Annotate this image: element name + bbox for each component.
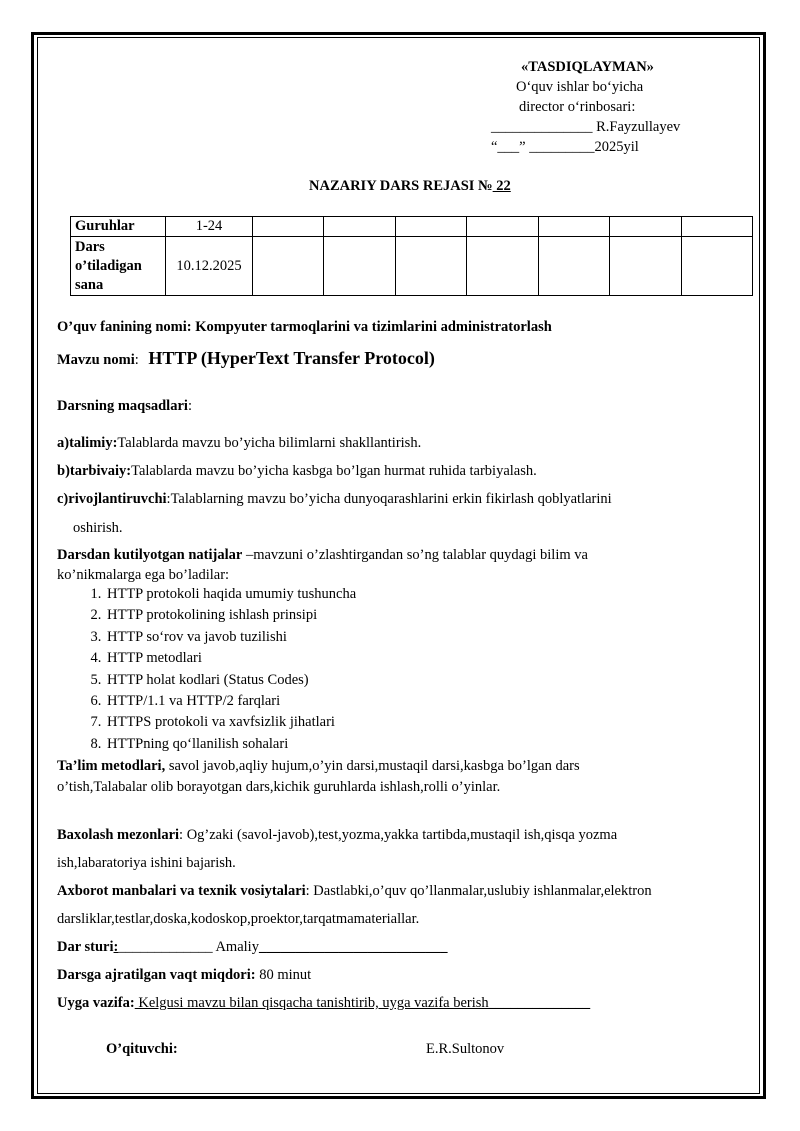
table-cell <box>395 237 466 296</box>
homework-value: Kelgusi mavzu bilan qisqacha tanishtirib, uyga vazifa berish <box>134 995 489 1011</box>
table-row <box>71 237 753 296</box>
plan-title <box>309 178 511 195</box>
goals-heading-colon: : <box>187 398 192 414</box>
goal-c-text: :Talablarning mavzu bo’yicha dunyoqarashlarini erkin fikirlash qoblyatlarini <box>166 491 612 507</box>
approval-title: «TASDIQLAYMAN» <box>521 59 654 75</box>
results-line-2: ko’nikmalarga ega bo’ladilar: <box>57 567 230 583</box>
table-cell <box>538 217 609 237</box>
list-item: 8. HTTPning qo‘llanilish sohalari <box>105 734 356 755</box>
duration-line <box>57 965 311 985</box>
teacher-label: O’qituvchi: <box>106 1041 178 1057</box>
table-cell <box>253 217 324 237</box>
lesson-date-value: 10.12.2025 <box>166 237 253 296</box>
goal-a-label: a)talimiy: <box>57 435 118 451</box>
plan-number: 22 <box>492 178 511 194</box>
homework-blank: ______________ <box>488 995 591 1011</box>
table-cell <box>610 237 681 296</box>
goal-b-label: b)tarbivaiy: <box>57 463 132 479</box>
teacher-name: E.R.Sultonov <box>426 1041 505 1057</box>
table-cell <box>538 237 609 296</box>
approval-date-line: “___” _________2025yil <box>491 139 639 155</box>
list-item: 7. HTTPS protokoli va xavfsizlik jihatlari <box>105 712 356 733</box>
table-cell <box>681 217 752 237</box>
approval-signature-line: ______________ R.Fayzullayev <box>491 119 681 135</box>
topic-value: HTTP (HyperText Transfer Protocol) <box>148 348 435 368</box>
lesson-type-colon: : <box>113 939 119 955</box>
goals-heading-label: Darsning maqsadlari <box>57 398 188 414</box>
results-line-1 <box>57 545 588 565</box>
list-item: 6. HTTP/1.1 va HTTP/2 farqlari <box>105 691 356 712</box>
topic-colon: : <box>134 352 139 368</box>
goal-b <box>57 461 537 481</box>
results-text-1: –mavzuni o’zlashtirgandan so’ng talablar quydagi bilim va <box>242 547 588 563</box>
topic-label: Mavzu nomi <box>57 352 135 368</box>
lesson-date-label-line: o’tiladigan <box>75 257 142 274</box>
table-cell <box>324 217 395 237</box>
topic-line <box>57 346 435 372</box>
sources-line-2: darsliklar,testlar,doska,kodoskop,proektor,tarqatmamateriallar. <box>57 911 420 927</box>
table-cell <box>324 237 395 296</box>
sources-text-1: : Dastlabki,o’quv qo’llanmalar,uslubiy ishlanmalar,elektron <box>305 883 652 899</box>
duration-value: 80 minut <box>255 967 312 983</box>
sources-label: Axborot manbalari va texnik vosiytalari <box>57 883 306 899</box>
groups-label: Guruhlar <box>71 217 166 237</box>
approval-line-1: O‘quv ishlar bo‘yicha <box>516 79 644 95</box>
approval-line-2: director o‘rinbosari: <box>519 99 636 115</box>
goal-a <box>57 433 421 453</box>
groups-table <box>70 216 753 296</box>
lesson-date-label <box>71 237 166 296</box>
methods-label: Ta’lim metodlari, <box>57 758 166 774</box>
goals-heading <box>57 396 192 416</box>
methods-text-1: savol javob,aqliy hujum,o’yin darsi,mustaqil darsi,kasbga bo’lgan dars <box>165 758 580 774</box>
homework-label: Uyga vazifa: <box>57 995 135 1011</box>
results-list <box>57 584 356 755</box>
lesson-type-line <box>57 937 447 957</box>
list-item: 3. HTTP so‘rov va javob tuzilishi <box>105 627 356 648</box>
list-item: 2. HTTP protokolining ishlash prinsipi <box>105 605 356 626</box>
table-cell <box>467 217 538 237</box>
goal-a-text: Talablarda mavzu bo’yicha bilimlarni shakllantirish. <box>117 435 422 451</box>
goal-c <box>57 489 612 509</box>
lesson-date-label-line: sana <box>75 276 104 293</box>
assessment-text-1: : Og’zaki (savol-javob),test,yozma,yakka tartibda,mustaqil ish,qisqa yozma <box>179 827 618 843</box>
table-cell <box>681 237 752 296</box>
lesson-type-blank-2: __________________________ <box>258 939 448 955</box>
list-item: 5. HTTP holat kodlari (Status Codes) <box>105 670 356 691</box>
table-row <box>71 217 753 237</box>
table-cell <box>610 217 681 237</box>
homework-line <box>57 993 590 1013</box>
methods-line-1 <box>57 756 580 776</box>
list-item: 4. HTTP metodlari <box>105 648 356 669</box>
goal-c-continuation: oshirish. <box>73 520 123 536</box>
lesson-type-practical: Amaliy <box>212 939 259 955</box>
assessment-line-2: ish,labaratoriya ishini bajarish. <box>57 855 236 871</box>
lesson-date-label-line: Dars <box>75 238 105 255</box>
subject-line <box>57 317 552 337</box>
subject-label: O’quv fanining nomi: <box>57 319 192 335</box>
results-label: Darsdan kutilyotgan natijalar <box>57 547 243 563</box>
table-cell <box>253 237 324 296</box>
assessment-line-1 <box>57 825 617 845</box>
table-cell <box>395 217 466 237</box>
goal-c-label: c)rivojlantiruvchi <box>57 491 167 507</box>
lesson-type-label: Dar sturi <box>57 939 114 955</box>
groups-value: 1-24 <box>166 217 253 237</box>
list-item: 1. HTTP protokoli haqida umumiy tushuncha <box>105 584 356 605</box>
sources-line-1 <box>57 881 652 901</box>
duration-label: Darsga ajratilgan vaqt miqdori: <box>57 967 256 983</box>
table-cell <box>467 237 538 296</box>
subject-value: Kompyuter tarmoqlarini va tizimlarini administratorlash <box>191 319 552 335</box>
assessment-label: Baxolash mezonlari <box>57 827 180 843</box>
plan-title-label: NAZARIY DARS REJASI № <box>309 178 493 194</box>
methods-line-2: o’tish,Talabalar olib borayotgan dars,kichik guruhlarda ishlash,rolli o’yinlar. <box>57 779 501 795</box>
lesson-type-blank-1: _____________ <box>118 939 213 955</box>
goal-b-text: Talablarda mavzu bo’yicha kasbga bo’lgan hurmat ruhida tarbiyalash. <box>131 463 537 479</box>
